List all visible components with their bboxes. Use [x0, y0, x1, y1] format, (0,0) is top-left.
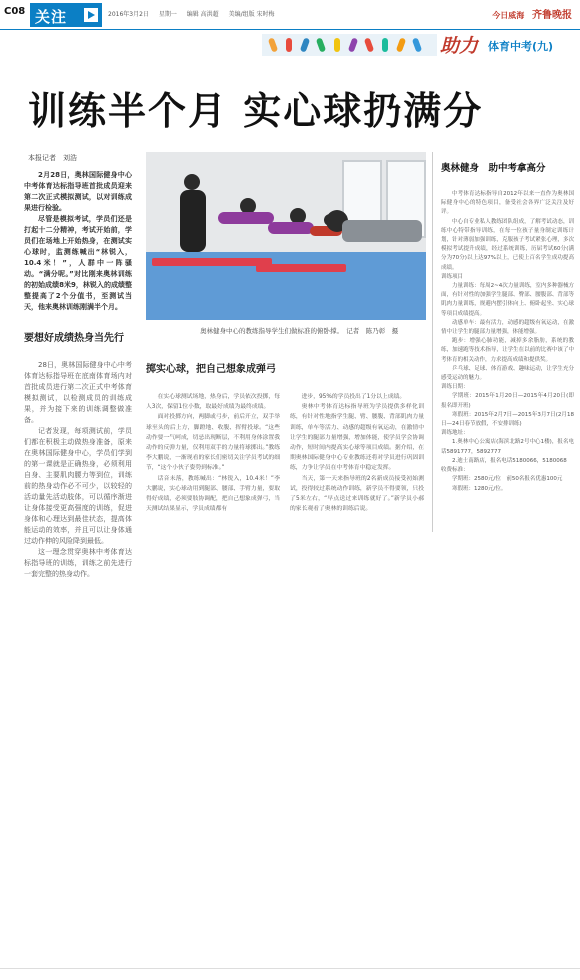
sidebar-title: 奥林健身 助中考拿高分: [441, 163, 546, 174]
sidebar-item: 训练地址：: [441, 430, 469, 437]
body-paragraph: 当天，第一天来指导班的2名新成员接受初始测试，投得较过系统动作训练，新学员不得要领，只投了5米左右，“早点送过来训练就好了。”新学员小郝的家长观看了奥林的训练后说。: [290, 475, 424, 513]
athlete-figure: [316, 37, 326, 52]
athlete-figure: [412, 37, 422, 52]
body-paragraph: 面对投掷方向，两脚或弓步，前后开立，双手举球至头的后上方，脚蹬地、收腹、挥臂投球。“这些动作要一气呵成，切忌出现断层，不利用身体涂置我动作的反弹力量，仅利用双手的力量将球掷出。”教练李大鹏说，一渐现看的家长们密切关注学员考试的细节，“这个小伙子姿势到标准。”: [146, 414, 280, 472]
body-paragraph: 这一理念贯穿奥林中考体育达标指导班的训练，训练之前先进行一套完整的热身动作。: [24, 548, 132, 578]
sidebar-paragraph: 中心自专业私人教练团队组成，了解考试动态，训练中心特带指导训练，在每一位孩子量身制定训练计划，针对薄弱加强训练，克服孩子考试紧张心理，多次模拟考试提升成绩，经过系统训练，历届考试60分(满分为70分)以上达97%以上，已使上百名学生成功提高成绩。: [441, 218, 574, 271]
sidebar-paragraph: 学期班：2580元/位 前50名报名优惠100元: [452, 476, 563, 483]
page-number: C08: [4, 6, 26, 17]
body-paragraph: 记者发现，每项测试前，学员们都在积极主动做热身准备，原来在奥林国际健身中心，学员们学到的第一课就是正确热身，必须利用自身、主要肌肉腰力等到位，训练前的热身动作必不可少，以较轻的活动量先活动肢体，可以循序渐进让身体接受更高强度的训练，促进身体和心理达到最佳状态，提高体能运动的效率，并且可以让身体通过动作伸的风险降到最低。: [24, 427, 132, 545]
body-column-1: [146, 392, 280, 514]
body-paragraph: 话音未落，教练喊出：“林锐入，10.4米！”李大鹏说，实心球动用到腿部、腰部、手臂力量，要取得好成绩，必须要肢协调配，把自己想象成弹弓，当天测试结果显示，学员成绩都有: [146, 475, 280, 513]
sidebar-item: 训练日期：: [441, 384, 469, 391]
sidebar-paragraph: 学期班：2015年1月20日—2015年4月20日(即报名即开班): [441, 393, 574, 409]
banner-script: 助力: [440, 35, 479, 57]
body-column-2: [290, 392, 424, 514]
sidebar-text: [441, 190, 574, 494]
sidebar-paragraph: 跑步：增强心肺功能，减掉多余脂肪，系统的教练，加速跑等技术指导，让学生在以前的比赛中该了中考体育的相关动作，力求提高成绩和提供奖。: [441, 338, 574, 363]
sidebar-paragraph: 动感单车：最有活力，动感的超级有氧运动，在激情中让学生的腿部力量增强，体能增强。: [441, 319, 574, 336]
photo-mat: [152, 258, 272, 266]
issue-weekday: 星期一: [158, 11, 177, 18]
arrow-icon: [84, 8, 98, 22]
issue-editor: 编辑 高洪超: [186, 11, 219, 18]
byline: 本报记者 刘浩: [28, 154, 77, 162]
sidebar-paragraph: 寒假班：1280元/位。: [452, 485, 507, 492]
athlete-figure: [268, 37, 278, 52]
paper-tag: 今日威海: [492, 11, 525, 20]
sidebar-paragraph: 1.奥林中心公寓店(海滨北路2号中心1楼)，报名电话5891777，5892777: [441, 439, 574, 455]
sidebar-paragraph: 中考体育达标指导自2012年以来一直作为奥林国际健身中心的特色项目，备受社会各界广泛关注及好评。: [441, 191, 574, 216]
headline: 训练半个月 实心球扔满分: [28, 89, 484, 133]
issue-designer: 美编/组版 宋时梅: [228, 11, 275, 18]
sidebar-paragraph: 寒假班：2015年2月7日—2015年3月7日(2月18日—24日春节放假，不安排训练): [441, 411, 574, 428]
sidebar-paragraph: 乒乓球、足球、体育游戏、趣味运动，让学生充分感受运动的魅力。: [441, 365, 574, 382]
athlete-figure: [364, 37, 374, 52]
left-column: [24, 170, 132, 580]
subhead-shotput: 掷实心球，把自己想象成弹弓: [146, 364, 276, 375]
issue-meta: [108, 9, 283, 18]
news-photo: [146, 152, 426, 320]
sports-banner: [262, 30, 574, 60]
body-paragraph: 奥林中考体育达标指导班为学员提供多样化训练，有针对性地指学生腿、臂、腰腹、背部肌肉力量训练，单车等活力、动感的超级有氧运动，在激情中让学生的腿部力量增强，增加体能，使学员学会协调动作，短时间内提高实心球等项目成绩。据介绍，在期奥林国际健身中心专业教练还将对学员进行巩固训练，力争让学员在中考体育中稳定发挥。: [290, 404, 424, 472]
lead-paragraph: 2月28日，奥林国际健身中心中考体育达标指导班首批成员迎来第二次正式模拟测试，以对训练成果进行检验。: [24, 171, 132, 212]
sidebar-item: 收费标准：: [441, 467, 469, 474]
sidebar-item: 训练项目: [441, 273, 464, 280]
athlete-figure: [382, 38, 388, 52]
body-paragraph: 28日，奥林国际健身中心中考体育达标指导班在底南体育场内对首批成员进行第二次正式中考体育模拟测试，以检测成员的训练成果，并为接下来的训练调整做准备。: [24, 361, 132, 424]
athlete-figure: [396, 37, 406, 52]
sidebar-paragraph: 力量训练：每周2~4次力量训练，室内多种器械方面，有针对性的加强学生腿部、臀部、腰腹部、背部等肌肉力量训练，规避内摆引体向上、俯卧起坐、实心球等项目成绩提高。: [441, 283, 574, 317]
body-paragraph: 进步，95%的学员投出了1分以上成绩。: [301, 394, 406, 400]
ad-sidebar: [432, 152, 574, 532]
section-tab: [30, 3, 102, 27]
lead-paragraph-2: 尽管是模拟考试，学员们还是打起十二分精神，考试开始前，学员们在场地上开始热身，在测试实心球时，监测练喊出“林锐入，10.4米！”，人群中一阵骚动。“满分呢。”对比刚来奥林训练的初始成绩8米9，林锐入的成绩整整提高了2个分值书，至测试当天，他来奥林训练刚满半个月。: [24, 215, 132, 311]
paper-name: [492, 6, 572, 21]
subhead-warmup: 要想好成绩热身当先行: [24, 333, 124, 344]
photo-mat: [256, 264, 346, 272]
paper-brand-logo: 齐鲁晚报: [532, 10, 572, 21]
banner-subtitle: 体育中考(九): [488, 40, 554, 53]
photo-caption: 奥林健身中心的教练指导学生们做标准的俯卧撑。 记者 陈乃彰 摄: [200, 327, 399, 335]
sidebar-paragraph: 2.迪士南路店，报名电话5180066，5180068: [452, 457, 567, 464]
athlete-figure: [348, 37, 358, 52]
body-paragraph: 在实心球测试场地，热身后，学员依次投掷，每人3次，保留1位小数，取最好成绩为最终成绩。: [146, 394, 280, 411]
issue-date: 2016年3月2日: [108, 11, 149, 18]
athlete-figure: [334, 38, 340, 52]
section-label: 关注: [35, 8, 68, 26]
athlete-silhouettes: [262, 34, 437, 56]
footer-divider: [0, 968, 580, 969]
athlete-figure: [300, 37, 310, 52]
athlete-figure: [286, 38, 292, 52]
page-header: [0, 0, 580, 64]
